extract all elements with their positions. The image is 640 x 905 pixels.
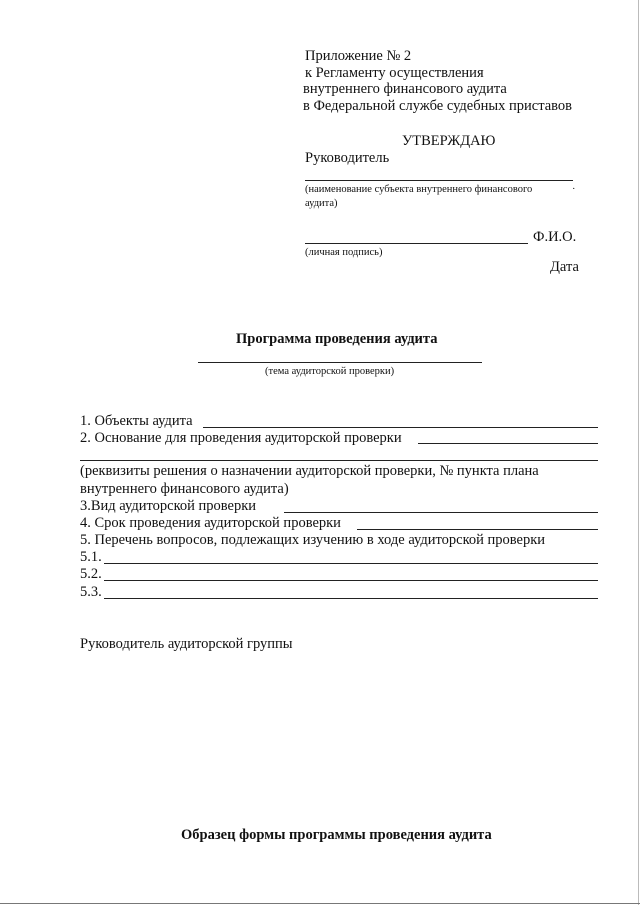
signature-line — [305, 243, 528, 244]
approve-role: Руководитель — [305, 150, 390, 166]
topic-line — [198, 362, 482, 363]
approve-title: УТВЕРЖДАЮ — [402, 133, 496, 149]
requisites-hint: (реквизиты решения о назначении аудиторской проверки, № пункта плана — [80, 463, 539, 479]
subject-name-hint: (наименование субъекта внутреннего финансового — [305, 184, 533, 195]
stray-mark: · — [572, 184, 576, 195]
question-3: 5.3. — [80, 584, 102, 600]
footer-title: Образец формы программы проведения аудита — [181, 827, 492, 843]
item-objects: 1. Объекты аудита — [80, 413, 193, 429]
item-type: 3.Вид аудиторской проверки — [80, 498, 257, 514]
question-2: 5.2. — [80, 566, 102, 582]
appendix-ref-line: в Федеральной службе судебных приставов — [303, 98, 572, 114]
item-questions: 5. Перечень вопросов, подлежащих изучению в ходе аудиторской проверки — [80, 532, 546, 548]
question-1: 5.1. — [80, 549, 102, 565]
requisites-line — [80, 460, 598, 461]
term-fill-line — [357, 529, 598, 530]
group-leader-label: Руководитель аудиторской группы — [80, 636, 293, 652]
signature-hint: (личная подпись) — [305, 247, 383, 258]
item-basis: 2. Основание для проведения аудиторской проверки — [80, 430, 402, 446]
basis-fill-line — [418, 443, 598, 444]
type-fill-line — [284, 512, 598, 513]
item-term: 4. Срок проведения аудиторской проверки — [80, 515, 341, 531]
scan-edge — [0, 903, 640, 904]
requisites-hint: внутреннего финансового аудита) — [80, 481, 289, 497]
scan-edge — [638, 0, 639, 905]
appendix-number: Приложение № 2 — [305, 48, 412, 64]
date-label: Дата — [550, 259, 579, 275]
subject-name-line — [305, 180, 573, 181]
subject-name-hint: аудита) — [305, 198, 338, 209]
question-3-fill-line — [104, 598, 598, 599]
program-title: Программа проведения аудита — [236, 331, 438, 347]
appendix-ref-line: внутреннего финансового аудита — [303, 81, 507, 97]
question-2-fill-line — [104, 580, 598, 581]
fio-label: Ф.И.О. — [533, 229, 577, 245]
topic-hint: (тема аудиторской проверки) — [265, 366, 395, 377]
appendix-ref-line: к Регламенту осуществления — [305, 65, 484, 81]
question-1-fill-line — [104, 563, 598, 564]
objects-fill-line — [203, 427, 598, 428]
